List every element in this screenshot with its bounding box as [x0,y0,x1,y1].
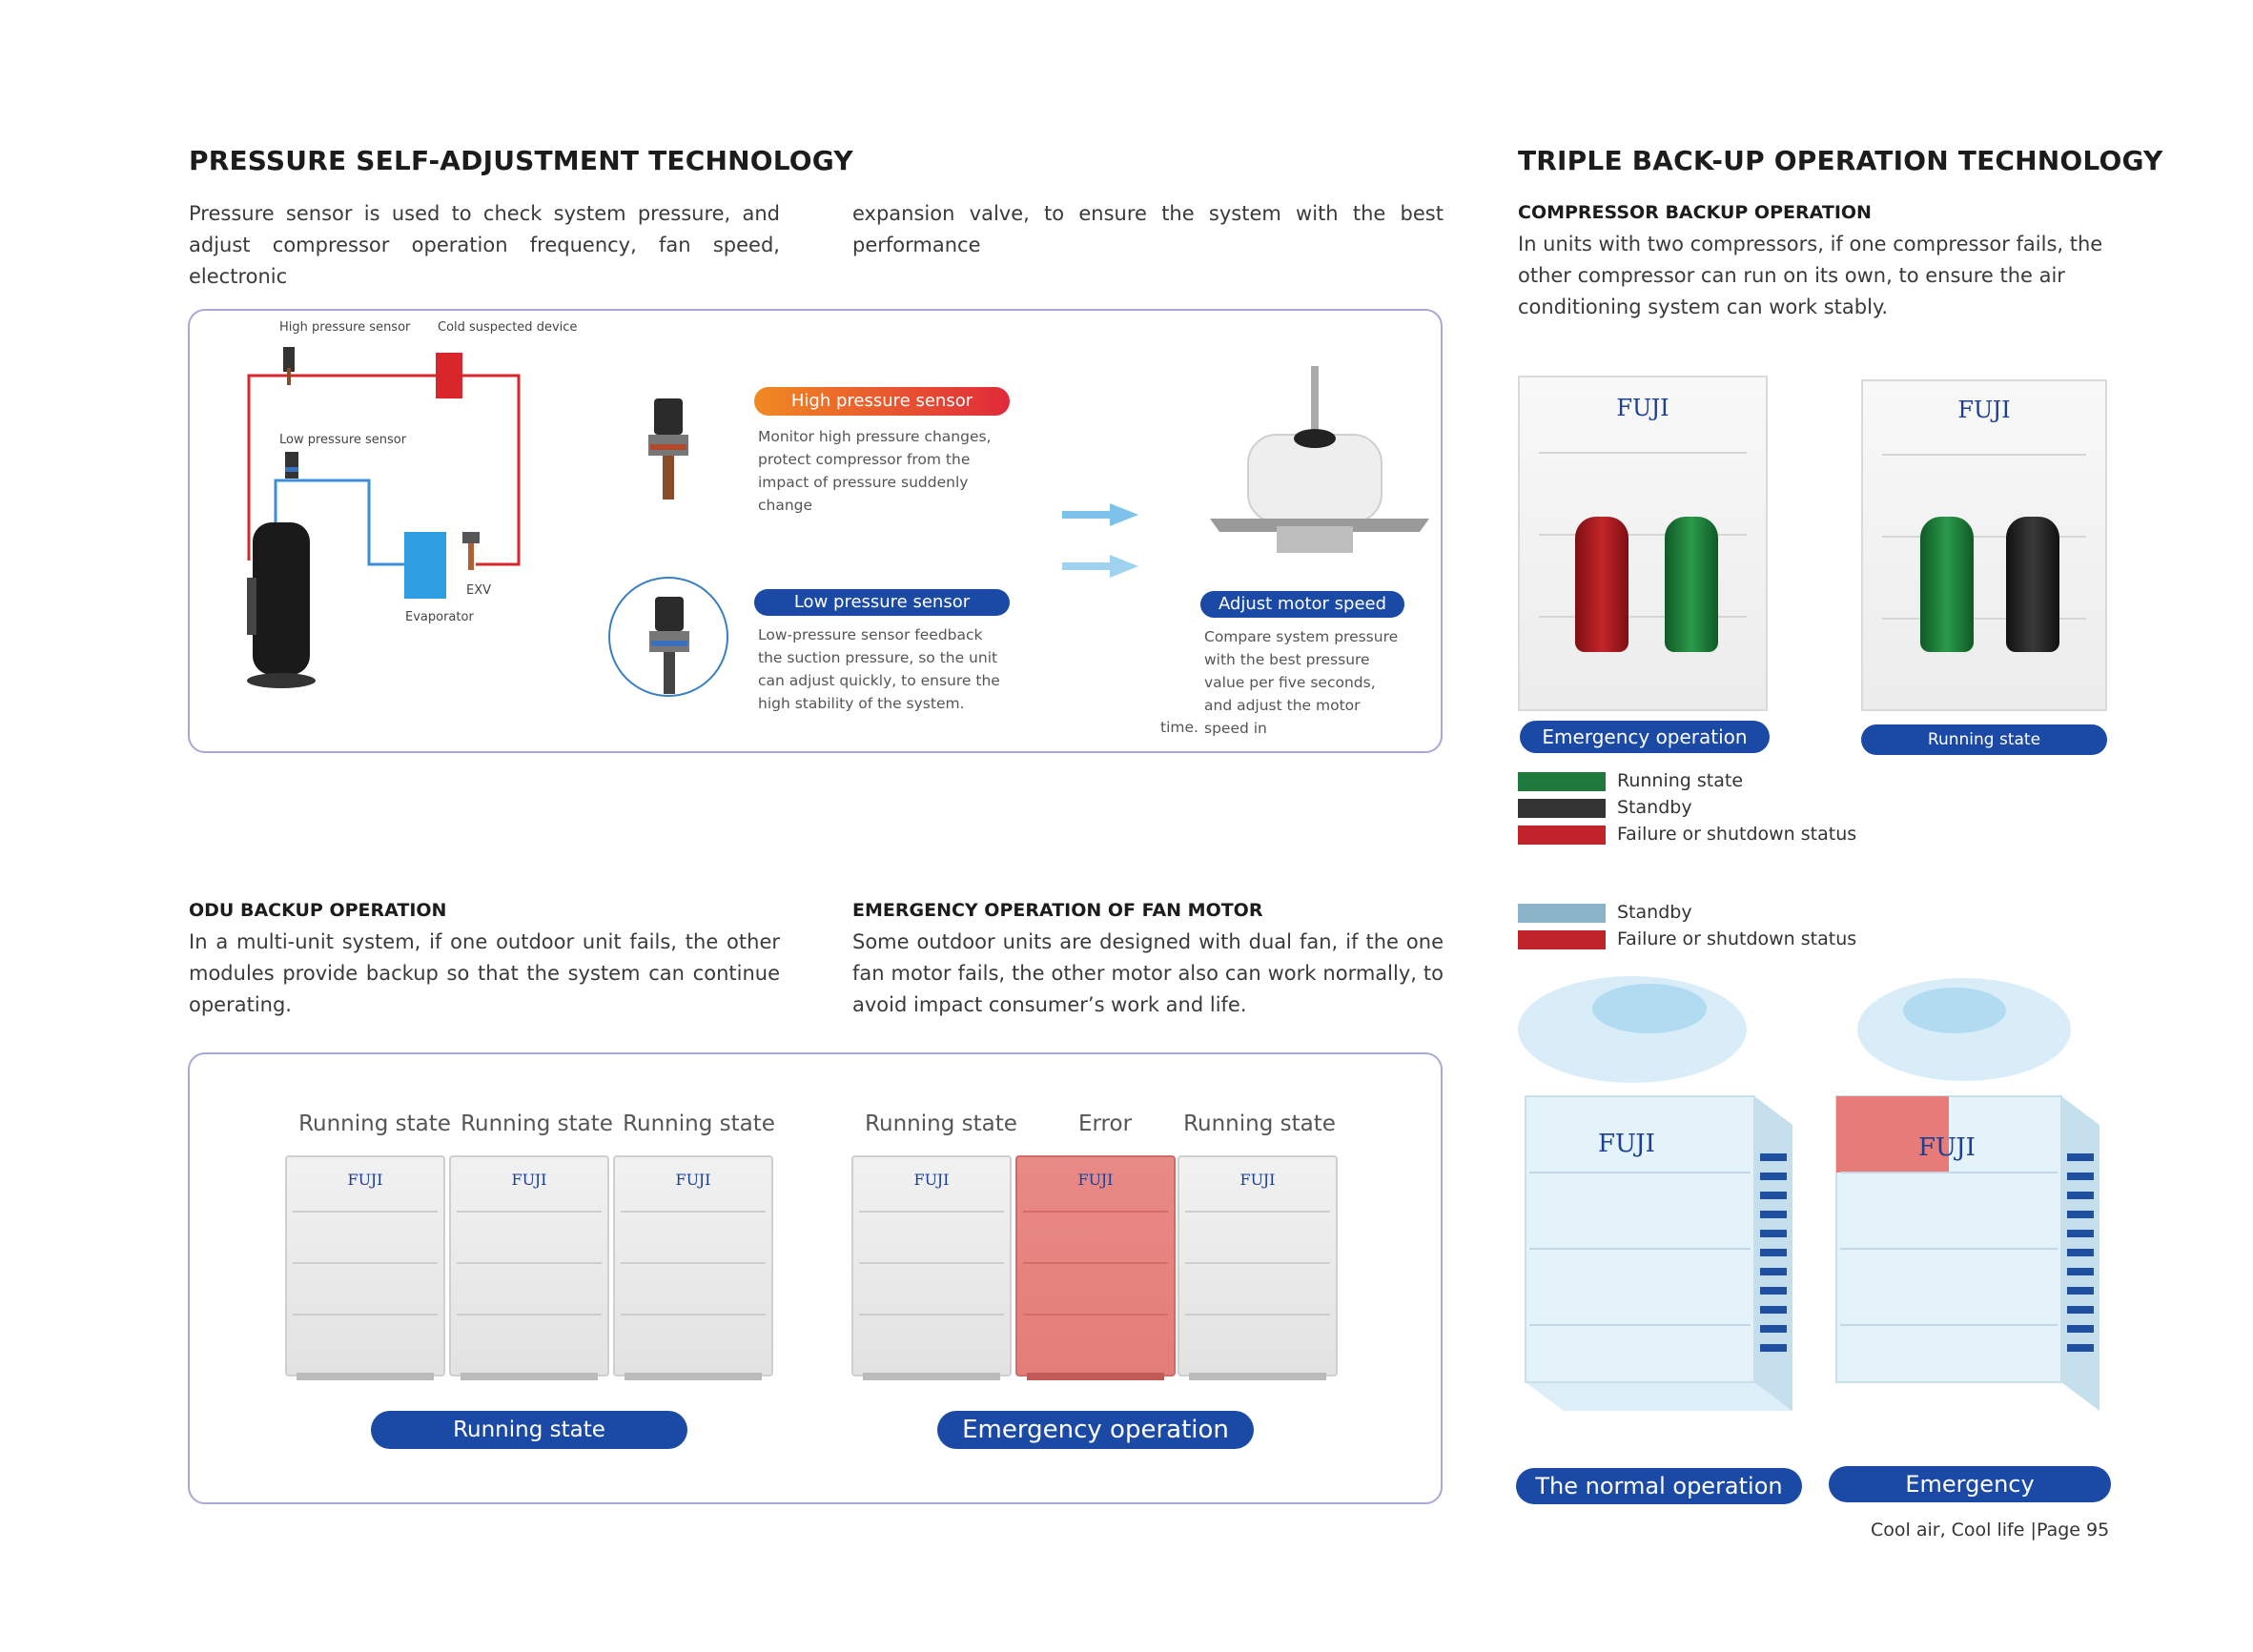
running-state-pill: Running state [1861,724,2107,755]
high-pressure-sensor-label: High pressure sensor [279,320,411,335]
fuji-logo: FUJI [1598,1130,1655,1158]
emergency-pill: Emergency [1829,1466,2111,1502]
legend-running-label: Running state [1617,770,1744,791]
legend-failure-label: Failure or shutdown status [1617,824,1857,845]
fuji-logo: FUJI [913,1171,950,1189]
footer-tagline: Cool air, Cool life | [1871,1519,2037,1540]
fuji-logo: FUJI [1616,395,1669,421]
legend-failure-label: Failure or shutdown status [1617,928,1857,949]
outdoor-unit-running [851,1155,1012,1377]
adjust-motor-speed-desc-tail: time. [1160,719,1198,736]
fuji-logo: FUJI [1957,397,2011,423]
normal-operation-pill: The normal operation [1516,1468,1802,1504]
outdoor-unit-error [1015,1155,1176,1377]
fan-heading: EMERGENCY OPERATION OF FAN MOTOR [852,900,1263,921]
legend-swatch-failure [1518,930,1606,949]
emergency-operation-pill: Emergency operation [1520,721,1770,753]
high-pressure-sensor-pill: High pressure sensor [754,387,1010,416]
fuji-logo: FUJI [1918,1133,1976,1162]
fuji-logo: FUJI [1239,1171,1276,1189]
group2-status-label: Running state [1183,1112,1336,1136]
cold-suspected-device-label: Cold suspected device [438,320,578,335]
pressure-title: PRESSURE SELF-ADJUSTMENT TECHNOLOGY [189,145,853,176]
pressure-para-right: expansion valve, to ensure the system with the best performance [852,202,1444,256]
emergency-operation-pill: Emergency operation [937,1411,1254,1449]
triple-backup-title: TRIPLE BACK-UP OPERATION TECHNOLOGY [1518,145,2163,176]
low-pressure-sensor-label: Low pressure sensor [279,433,407,447]
legend-swatch-standby [1518,799,1606,818]
group2-status-label: Error [1077,1112,1133,1136]
odu-para: In a multi-unit system, if one outdoor unit fails, the other modules provide backup so that the system can continue operating. [189,930,780,1016]
page-number: Page 95 [2037,1519,2110,1540]
dual-fan-units-illustration [1506,963,2136,1458]
evaporator-label: Evaporator [405,610,474,624]
fuji-logo: FUJI [1077,1171,1114,1189]
group1-status-label: Running state [298,1112,451,1136]
fan-para: Some outdoor units are designed with dual fan, if the one fan motor fails, the other motor also can work normally, to avoid impact consumer’s work and life. [852,930,1444,1016]
exv-label: EXV [466,583,492,598]
odu-backup-panel [188,1052,1443,1504]
outdoor-unit-running [613,1155,773,1377]
running-state-pill: Running state [371,1411,687,1449]
compressor-running [1665,517,1718,652]
legend-standby-label: Standby [1617,902,1692,923]
fuji-logo: FUJI [511,1171,547,1189]
group2-status-label: Running state [865,1112,1017,1136]
outdoor-unit-running [449,1155,609,1377]
low-pressure-sensor-pill: Low pressure sensor [754,589,1010,616]
group1-status-label: Running state [623,1112,775,1136]
legend-swatch-standby [1518,904,1606,923]
group1-status-label: Running state [461,1112,613,1136]
low-pressure-sensor-desc: Low-pressure sensor feedback the suction pressure, so the unit can adjust quickly, to ensure the high stability of the system. [758,626,1000,712]
adjust-motor-speed-pill: Adjust motor speed [1200,591,1404,618]
outdoor-unit-running [285,1155,445,1377]
odu-heading: ODU BACKUP OPERATION [189,900,447,921]
legend-standby-label: Standby [1617,797,1692,818]
pressure-diagram-panel [188,309,1443,753]
cabinet-running [1861,379,2107,711]
compressor-backup-heading: COMPRESSOR BACKUP OPERATION [1518,202,1872,223]
compressor-failed [1575,517,1628,652]
compressor-backup-para: In units with two compressors, if one compressor fails, the other compressor can run on its own, to ensure the air conditioning system can work stably. [1518,233,2103,318]
cabinet-emergency [1518,376,1768,711]
compressor-standby [2006,517,2059,652]
outdoor-unit-running [1178,1155,1338,1377]
fuji-logo: FUJI [675,1171,711,1189]
legend-swatch-running [1518,772,1606,791]
pressure-para-left: Pressure sensor is used to check system pressure, and adjust compressor operation frequency, fan speed, electronic [189,202,780,288]
legend-swatch-failure [1518,826,1606,845]
fuji-logo: FUJI [347,1171,383,1189]
adjust-motor-speed-desc: Compare system pressure with the best pressure value per five seconds, and adjust the motor speed in [1204,628,1399,737]
compressor-running [1920,517,1974,652]
high-pressure-sensor-desc: Monitor high pressure changes, protect compressor from the impact of pressure suddenly change [758,428,992,514]
